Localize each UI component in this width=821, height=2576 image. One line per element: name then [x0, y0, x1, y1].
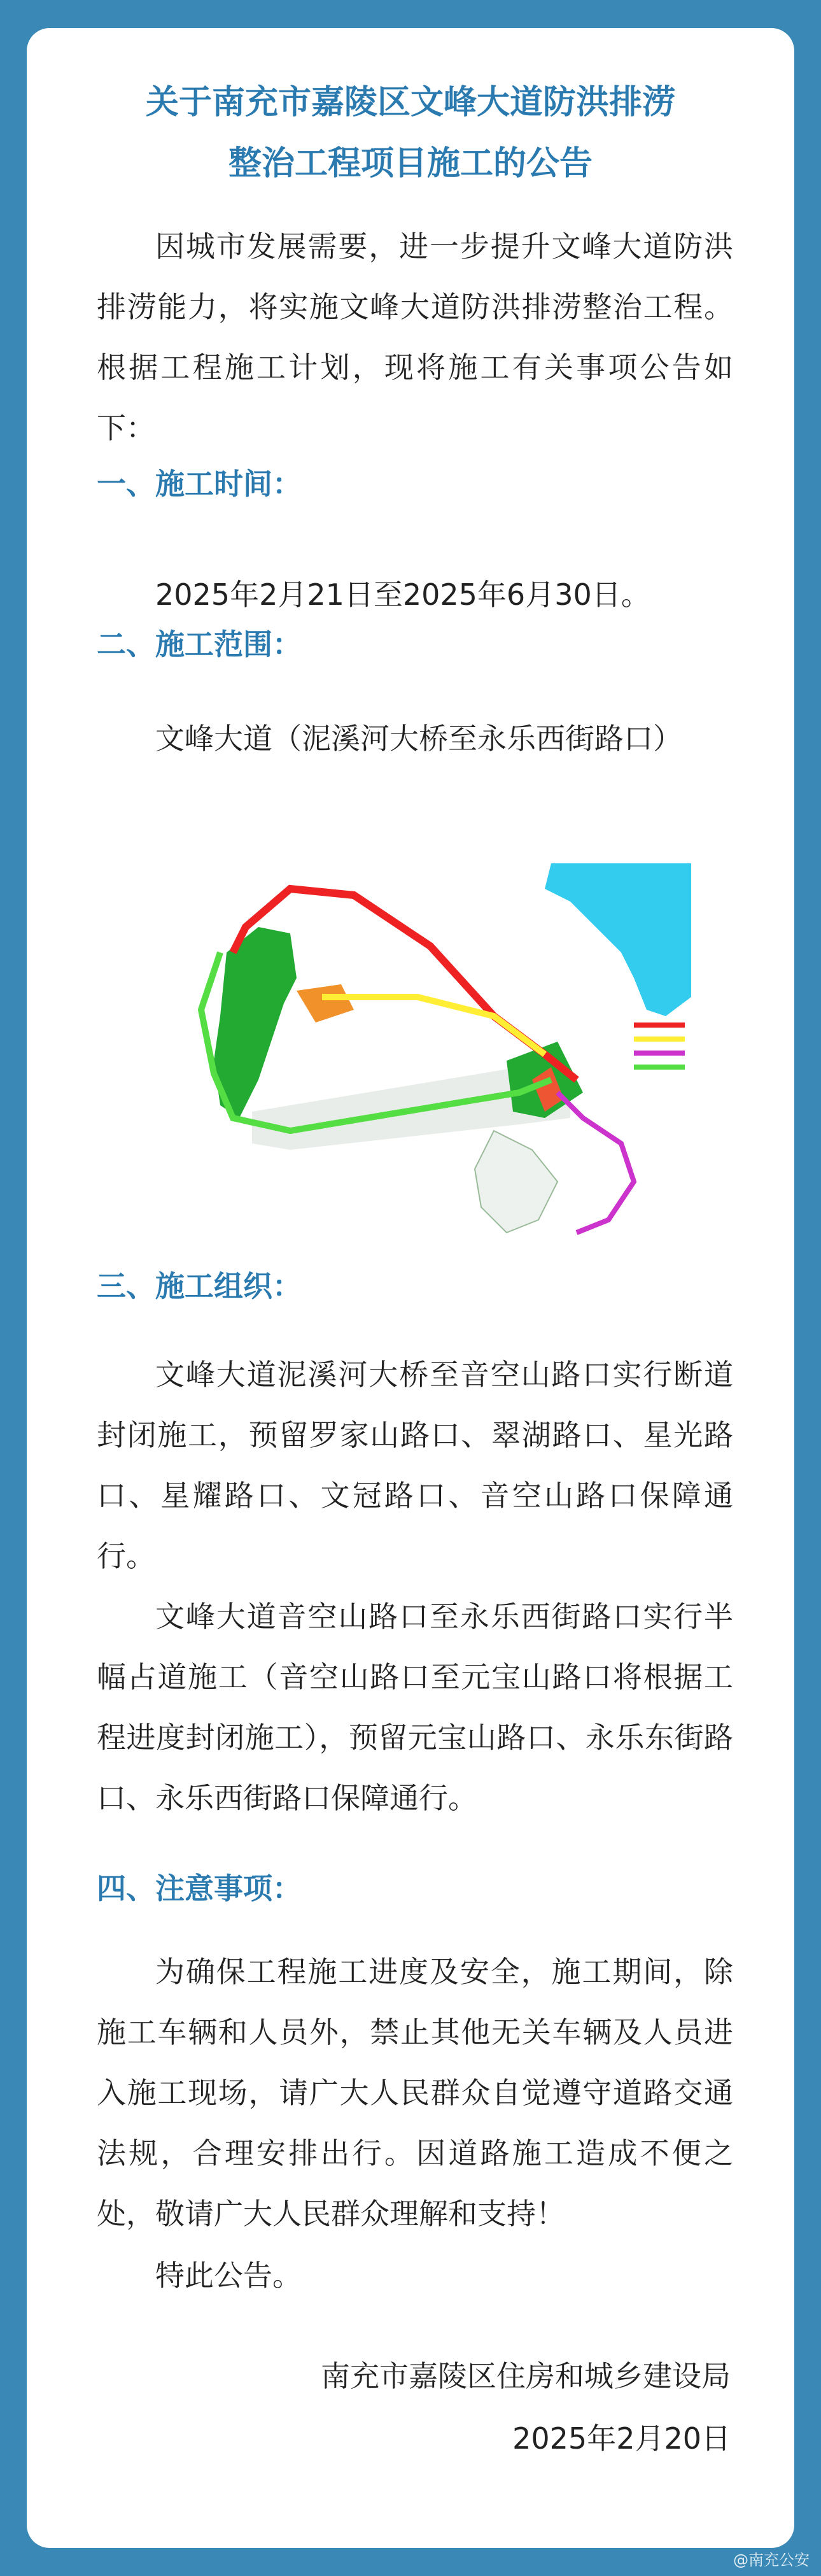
- intro-paragraph: 因城市发展需要，进一步提升文峰大道防洪排涝能力，将实施文峰大道防洪排涝整治工程。根据工程施工计划，现将施工有关事项公告如下：: [97, 229, 733, 445]
- section4-paragraph: 为确保工程施工进度及安全，施工期间，除施工车辆和人员外，禁止其他无关车辆及人员进入施工现场，请广大人民群众自觉遵守道路交通法规，合理安排出行。因道路施工造成不便之处，敬请广大人民群众理解和支持！: [97, 1955, 733, 2231]
- legend-green: [634, 1065, 685, 1070]
- watermark: @南充公安: [733, 2551, 810, 2569]
- notice-title-line1: 关于南充市嘉陵区文峰大道防洪排涝: [145, 83, 675, 122]
- closing-text: 特此公告。: [155, 2258, 302, 2293]
- section1-heading: 一、施工时间：: [97, 467, 302, 501]
- signature-date: 2025年2月20日: [512, 2421, 731, 2456]
- notice-card: [27, 28, 794, 2548]
- section3-heading: 三、施工组织：: [97, 1269, 302, 1303]
- notice-title-line2: 整治工程项目施工的公告: [228, 145, 593, 183]
- legend-red: [634, 1023, 685, 1028]
- section4-heading: 四、注意事项：: [97, 1871, 302, 1906]
- section3-paragraph2: 文峰大道音空山路口至永乐西街路口实行半幅占道施工（音空山路口至元宝山路口将根据工程进度封闭施工），预留元宝山路口、永乐东街路口、永乐西街路口保障通行。: [97, 1599, 733, 1815]
- map-graphic: [163, 851, 710, 1245]
- construction-map: [163, 851, 710, 1245]
- section2-heading: 二、施工范围：: [97, 627, 302, 662]
- section1-text: 2025年2月21日至2025年6月30日。: [155, 577, 650, 612]
- section2-text: 文峰大道（泥溪河大桥至永乐西街路口）: [155, 721, 682, 756]
- legend-yellow: [634, 1037, 685, 1042]
- legend-magenta: [634, 1051, 685, 1056]
- section3-paragraph1: 文峰大道泥溪河大桥至音空山路口实行断道封闭施工，预留罗家山路口、翠湖路口、星光路口、星耀路口、文冠路口、音空山路口保障通行。: [97, 1357, 733, 1573]
- signature-organization: 南充市嘉陵区住房和城乡建设局: [321, 2359, 731, 2393]
